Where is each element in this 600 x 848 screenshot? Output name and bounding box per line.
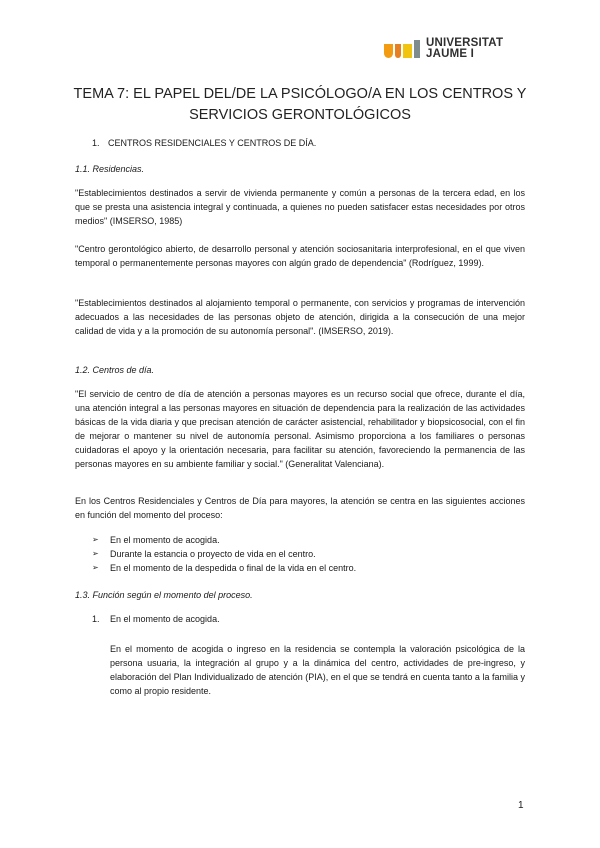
quote-residencias-2: "Centro gerontológico abierto, de desarrollo personal y atención sociosanitaria interprofesional, en el que viven temporal o permanentemente personas mayores con algún grado de dependencia" (Rodríguez, 1999). <box>75 244 525 269</box>
numbered-item-1 <box>92 614 220 624</box>
title-line2: SERVICIOS GERONTOLÓGICOS <box>189 107 411 123</box>
logo-line2: JAUME I <box>426 48 475 60</box>
subheading-funcion: 1.3. Función según el momento del proceso. <box>75 590 253 600</box>
section-heading-1 <box>92 138 316 148</box>
title-line1: TEMA 7: EL PAPEL DEL/DE LA PSICÓLOGO/A EN LOS CENTROS Y <box>73 86 527 102</box>
section-label: CENTROS RESIDENCIALES Y CENTROS DE DÍA. <box>108 138 317 148</box>
list-item: ➢ En el momento de la despedida o final de la vida en el centro. <box>92 561 356 575</box>
uji-logo-mark <box>384 40 420 58</box>
page-title <box>70 84 530 126</box>
quote-centros-dia: "El servicio de centro de día de atención a personas mayores es un recurso social que ofrece, durante el día, una atención integral a las personas mayores en situación de dependencia para la realización de las actividades básicas de la vida diaria y que precisan atención de carácter asistencial, rehabilitador y biopsicosocial, con el fin de mejorar o mantener su nivel de autonomía personal. Asimismo proporciona a los familiares o personas cuidadoras el apoyo y la orientación necesaria, para facilitar su atención, favoreciendo la permanencia de las personas mayores en su ambiente familiar y social." (Generalitat Valenciana). <box>75 389 525 470</box>
quote-residencias-1: "Establecimientos destinados a servir de vivienda permanente y común a personas de la tercera edad, en los que se presta una asistencia integral y continuada, a quienes no pueden satisfacer estas necesidades por otros medios" (IMSERSO, 1985) <box>75 188 525 227</box>
intro-acciones: En los Centros Residenciales y Centros de Día para mayores, la atención se centra en las siguientes acciones en función del momento del proceso: <box>75 496 525 521</box>
logo-text <box>426 38 503 60</box>
quote-residencias-3: "Establecimientos destinados al alojamiento temporal o permanente, con servicios y programas de intervención adecuados a las necesidades de las personas objeto de atención, dirigida a la consecución de una mejor calidad de vida y a la promoción de su autonomía personal". (IMSERSO, 2019). <box>75 298 525 337</box>
university-logo <box>384 38 503 60</box>
section-number: 1. <box>92 138 100 148</box>
list-item: ➢ En el momento de acogida. <box>92 533 356 547</box>
paragraph-acogida: En el momento de acogida o ingreso en la residencia se contempla la valoración psicológica de la persona usuaria, la integración al grupo y a la dinámica del centro, actividades de pre-ingreso, y elaboración del Plan Individualizado de atención (PIA), en el que se tendrá en cuenta tanto a la familia y como al propio residente. <box>110 644 525 697</box>
item-label: En el momento de acogida. <box>110 614 220 624</box>
subheading-centros-dia: 1.2. Centros de día. <box>75 365 155 375</box>
logo-line1: UNIVERSITAT <box>426 37 504 49</box>
subheading-residencias: 1.1. Residencias. <box>75 164 145 174</box>
item-number: 1. <box>92 614 100 624</box>
acciones-list <box>92 533 356 575</box>
list-item: ➢ Durante la estancia o proyecto de vida en el centro. <box>92 547 356 561</box>
page-number: 1 <box>518 800 524 811</box>
